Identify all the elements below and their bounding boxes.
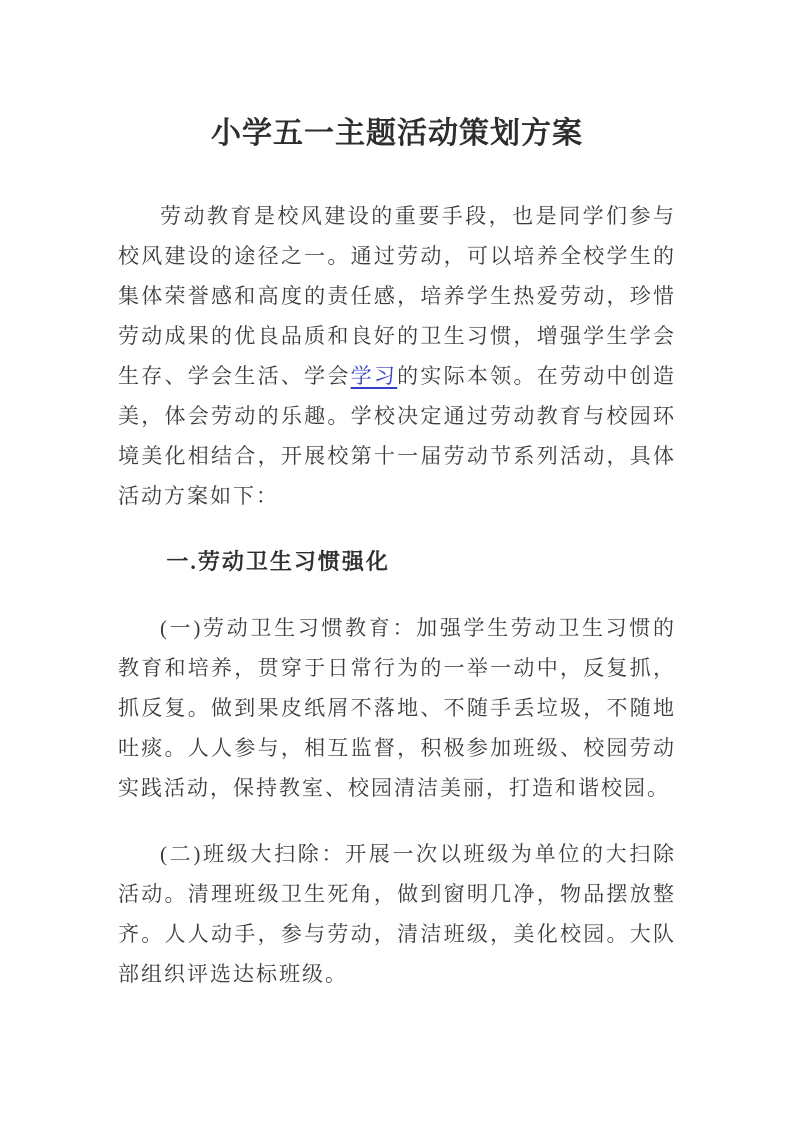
intro-paragraph	[118, 196, 676, 516]
section-1-paragraph-1: (一)劳动卫生习惯教育：加强学生劳动卫生习惯的教育和培养，贯穿于日常行为的一举一动中，反复抓，抓反复。做到果皮纸屑不落地、不随手丢垃圾，不随地吐痰。人人参与，相互监督，积极参加班级、校园劳动实践活动，保持教室、校园清洁美丽，打造和谐校园。	[118, 616, 676, 800]
intro-text-before-link: 劳动教育是校风建设的重要手段，也是同学们参与校风建设的途径之一。通过劳动，可以培养全校学生的集体荣誉感和高度的责任感，培养学生热爱劳动，珍惜劳动成果的优良品质和良好的卫生习惯，增强学生学会生存、学会生活、学会	[118, 204, 676, 388]
section-1-heading: 一.劳动卫生习惯强化	[166, 549, 390, 574]
section-1-paragraph-2: (二)班级大扫除：开展一次以班级为单位的大扫除活动。清理班级卫生死角，做到窗明几净，物品摆放整齐。人人动手，参与劳动，清洁班级，美化校园。大队部组织评选达标班级。	[118, 842, 676, 986]
intro-text-after-link: 的实际本领。在劳动中创造美，体会劳动的乐趣。学校决定通过劳动教育与校园环境美化相结合，开展校第十一届劳动节系列活动，具体活动方案如下：	[118, 364, 677, 508]
xuexi-hyperlink[interactable]: 学习	[350, 364, 398, 388]
document-title: 小学五一主题活动策划方案	[211, 117, 583, 150]
